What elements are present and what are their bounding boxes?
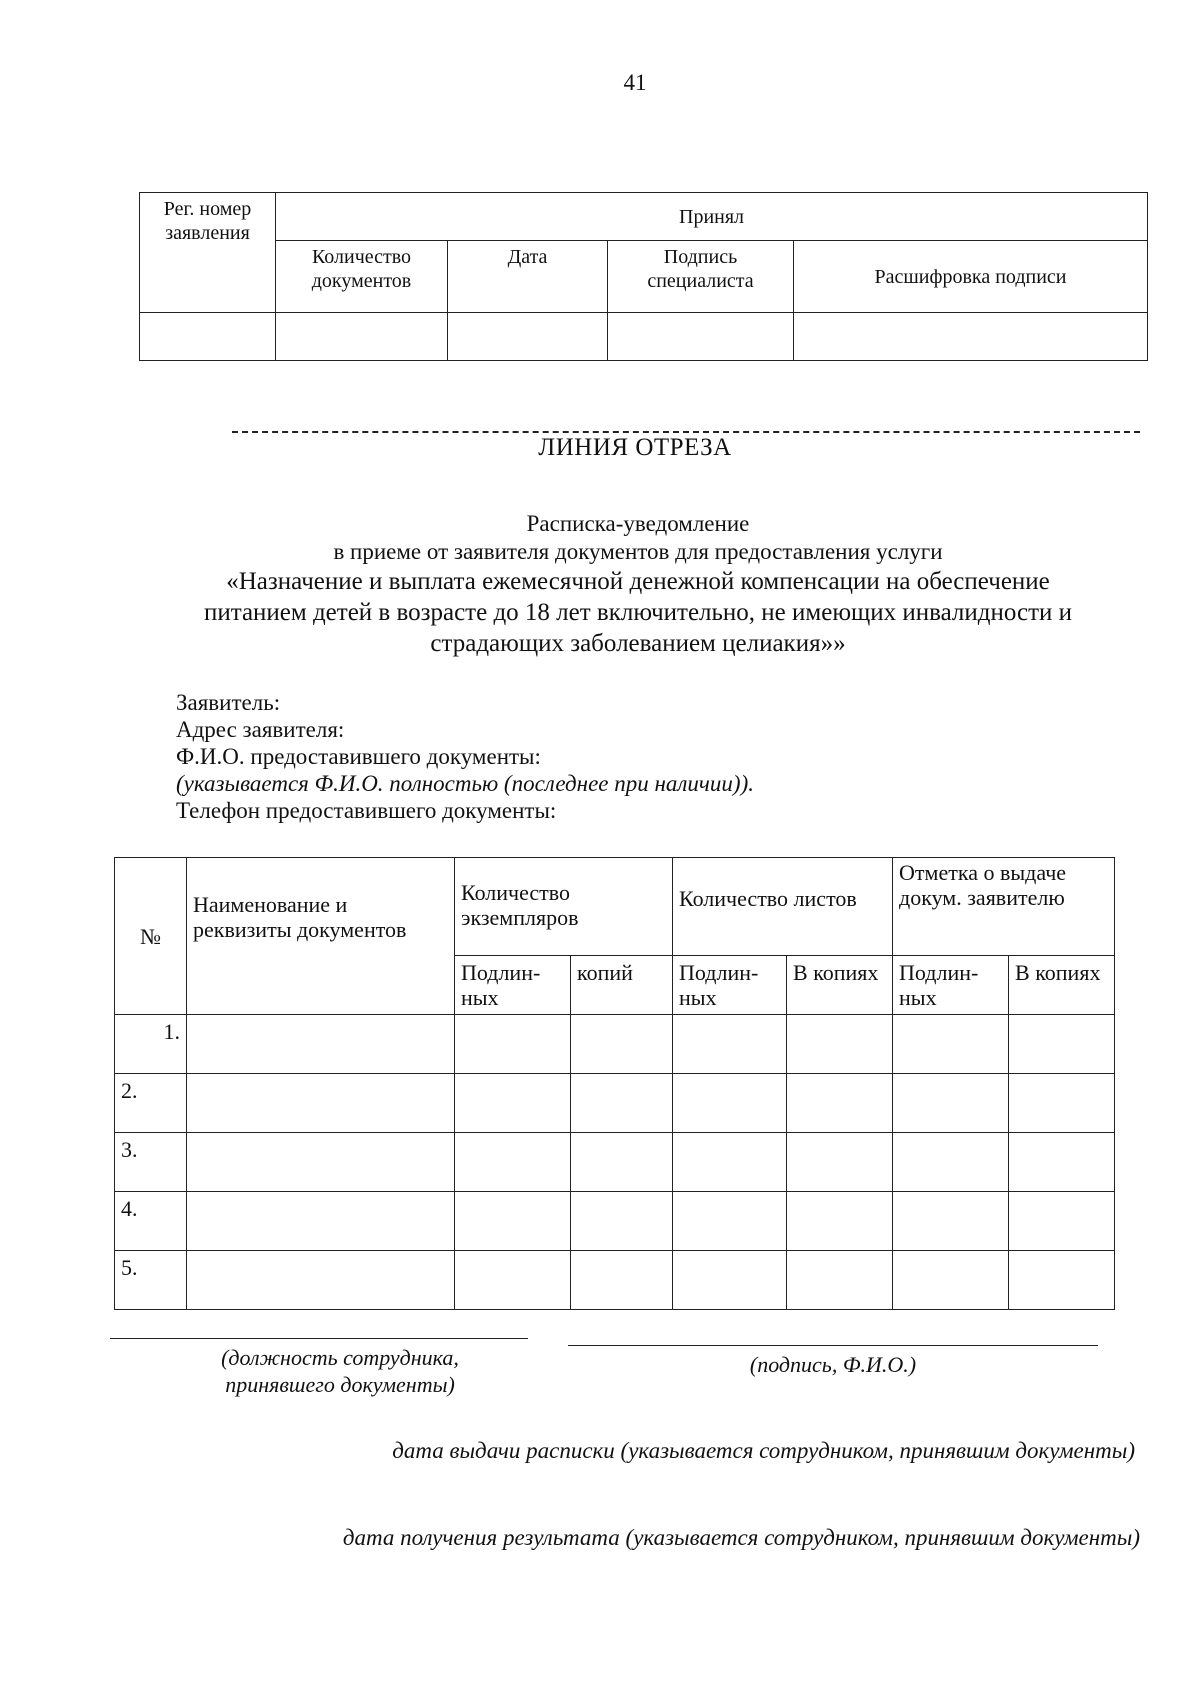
table-cell[interactable] (673, 1133, 787, 1192)
copies-count-header: Количество экземпляров (455, 858, 673, 956)
receipt-heading (128, 510, 1148, 659)
table-cell[interactable] (673, 1192, 787, 1251)
table-cell[interactable] (455, 1074, 571, 1133)
position-signature-line[interactable] (110, 1338, 528, 1339)
table-row (115, 1251, 1115, 1310)
table-row (115, 1133, 1115, 1192)
table-cell[interactable] (893, 1074, 1009, 1133)
table-row (115, 1074, 1115, 1133)
row-number: 4. (115, 1192, 187, 1251)
row-number: 3. (115, 1133, 187, 1192)
document-name-cell[interactable] (187, 1192, 455, 1251)
submitter-phone-label: Телефон предоставившего документы: (176, 798, 557, 823)
table-cell[interactable] (455, 1133, 571, 1192)
document-name-cell[interactable] (187, 1074, 455, 1133)
service-name-line-1: «Назначение и выплата ежемесячной денежной компенсации на обеспечение (226, 568, 1050, 595)
cut-line (232, 431, 1140, 433)
table-cell[interactable] (1009, 1074, 1115, 1133)
table-cell[interactable] (893, 1192, 1009, 1251)
table-cell[interactable] (455, 1015, 571, 1074)
document-name-cell[interactable] (187, 1133, 455, 1192)
submitter-name-label: Ф.И.О. предоставившего документы: (176, 744, 541, 769)
date-header: Дата (448, 241, 608, 313)
applicant-fields (176, 689, 754, 824)
receipt-subtitle: в приеме от заявителя документов для предоставления услуги (333, 539, 943, 564)
documents-count-header: Количество документов (276, 241, 448, 313)
table-cell[interactable] (455, 1192, 571, 1251)
issue-mark-header: Отметка о выдаче докум. заявителю (893, 858, 1115, 956)
receipt-title: Расписка-уведомление (526, 511, 750, 536)
table-cell[interactable] (673, 1015, 787, 1074)
table-cell[interactable] (571, 1192, 673, 1251)
specialist-signature-cell[interactable] (608, 313, 794, 361)
table-cell[interactable] (1009, 1015, 1115, 1074)
table-cell[interactable] (571, 1251, 673, 1310)
document-name-cell[interactable] (187, 1015, 455, 1074)
table-cell[interactable] (893, 1133, 1009, 1192)
copies-copies-header: копий (571, 956, 673, 1015)
specialist-signature-header: Подпись специалиста (608, 241, 794, 313)
table-cell[interactable] (787, 1251, 893, 1310)
table-cell[interactable] (1009, 1192, 1115, 1251)
applicant-label: Заявитель: (176, 690, 281, 715)
issue-in-copies-header: В копиях (1009, 956, 1115, 1015)
table-cell[interactable] (1009, 1251, 1115, 1310)
reg-number-cell[interactable] (140, 313, 276, 361)
accepted-header: Принял (276, 193, 1148, 241)
copies-originals-header: Подлин-ных (455, 956, 571, 1015)
row-number: 5. (115, 1251, 187, 1310)
document-name-header: Наименование и реквизиты документов (187, 858, 455, 1015)
submitter-name-hint: (указывается Ф.И.О. полностью (последнее при наличии)). (176, 771, 754, 796)
table-cell[interactable] (571, 1133, 673, 1192)
sheets-in-copies-header: В копиях (787, 956, 893, 1015)
row-number: 1. (115, 1015, 187, 1074)
document-name-cell[interactable] (187, 1251, 455, 1310)
table-cell[interactable] (455, 1251, 571, 1310)
table-cell[interactable] (571, 1074, 673, 1133)
date-result-note: дата получения результата (указывается сотрудником, принявшим документы) (342, 1525, 1140, 1550)
date-cell[interactable] (448, 313, 608, 361)
table-cell[interactable] (893, 1251, 1009, 1310)
registration-table (139, 192, 1148, 361)
reg-number-header: Рег. номер заявления (140, 193, 276, 313)
table-row (115, 1015, 1115, 1074)
table-row (115, 1192, 1115, 1251)
service-name-line-2: питанием детей в возрасте до 18 лет включительно, не имеющих инвалидности и (203, 599, 1073, 626)
table-cell[interactable] (1009, 1133, 1115, 1192)
position-caption: (должность сотрудника, принявшего документы) (221, 1345, 459, 1397)
table-cell[interactable] (787, 1015, 893, 1074)
documents-count-cell[interactable] (276, 313, 448, 361)
signature-name-line[interactable] (568, 1345, 1098, 1346)
table-cell[interactable] (893, 1015, 1009, 1074)
table-cell[interactable] (571, 1015, 673, 1074)
service-name-line-3: страдающих заболеванием целиакия»» (430, 630, 846, 657)
signature-decoding-header: Расшифровка подписи (794, 241, 1148, 313)
cut-line-label: ЛИНИЯ ОТРЕЗА (538, 434, 732, 461)
table-cell[interactable] (673, 1251, 787, 1310)
documents-table (114, 857, 1115, 1310)
signature-caption: (подпись, Ф.И.О.) (749, 1352, 917, 1377)
table-cell[interactable] (787, 1074, 893, 1133)
table-cell[interactable] (787, 1133, 893, 1192)
sheets-originals-header: Подлин-ных (673, 956, 787, 1015)
applicant-address-label: Адрес заявителя: (176, 717, 345, 742)
issue-originals-header: Подлин-ных (893, 956, 1009, 1015)
table-cell[interactable] (787, 1192, 893, 1251)
signature-decoding-cell[interactable] (794, 313, 1148, 361)
table-cell[interactable] (673, 1074, 787, 1133)
sheets-count-header: Количество листов (673, 858, 893, 956)
date-issue-note: дата выдачи расписки (указывается сотрудником, принявшим документы) (392, 1438, 1135, 1463)
page-number: 41 (623, 70, 647, 95)
row-number: 2. (115, 1074, 187, 1133)
number-header: № (115, 858, 187, 1015)
